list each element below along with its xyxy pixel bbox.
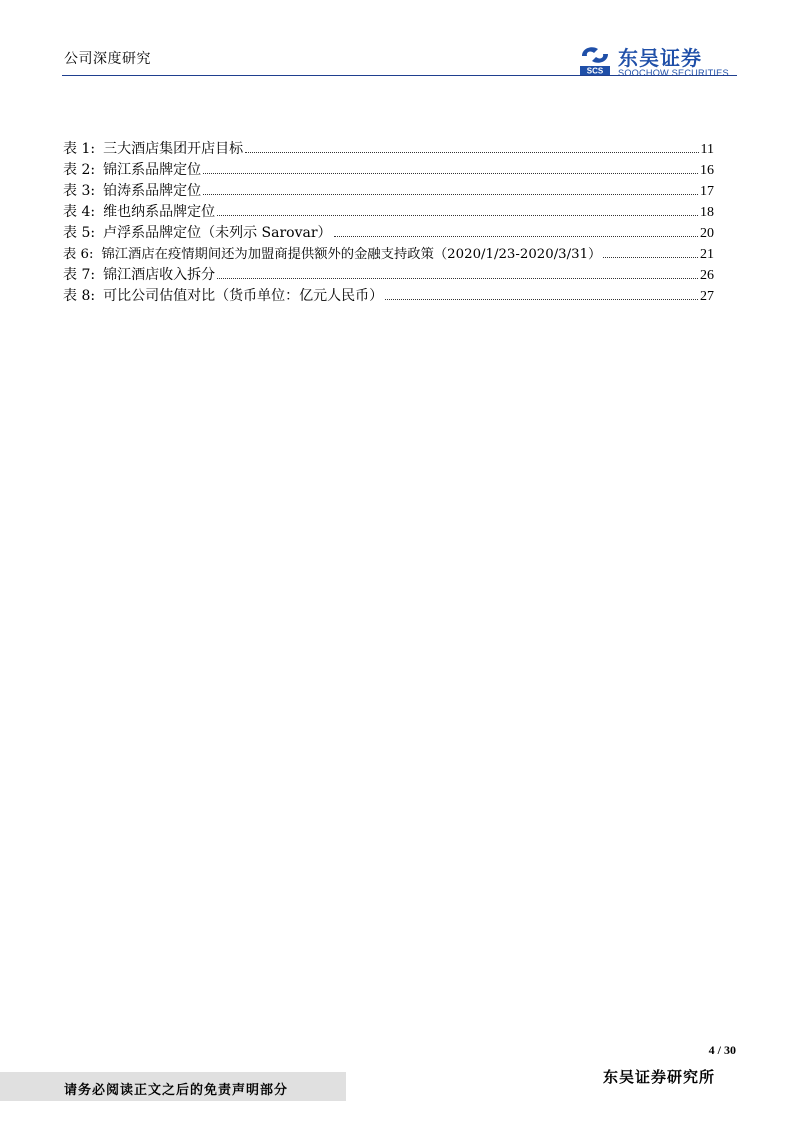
toc-entry[interactable] [63,285,714,306]
soochow-logo-icon [578,42,612,76]
toc-entry[interactable] [63,138,714,159]
toc-entry-number: 表 3: [63,183,96,199]
toc-entry-page: 17 [700,184,714,199]
toc-entry-page: 16 [700,163,714,178]
toc-entry-number: 表 4: [63,204,96,220]
toc-leader-dots [203,159,698,174]
report-type-title: 公司深度研究 [64,51,151,67]
logo-name-en: SOOCHOW SECURITIES [618,68,729,78]
toc-entry[interactable] [63,159,714,180]
toc-entry-number: 表 7: [63,267,96,283]
toc-entry[interactable] [63,222,714,243]
toc-entry-number: 表 5: [63,225,96,241]
toc-entry-number: 表 1: [63,141,96,157]
toc-entry-page: 27 [700,289,714,304]
table-of-tables [63,138,714,306]
toc-entry[interactable] [63,243,714,264]
toc-leader-dots [385,285,698,300]
toc-entry-page: 11 [700,142,714,157]
toc-entry[interactable] [63,180,714,201]
toc-leader-dots [217,264,698,279]
toc-entry-page: 20 [700,226,714,241]
toc-entry-page: 21 [700,247,714,262]
toc-entry[interactable] [63,264,714,285]
header-divider [62,75,737,76]
toc-entry-number: 表 6: [63,247,94,262]
page-number: 4 / 30 [708,1043,736,1057]
toc-leader-dots [603,243,698,258]
company-logo [578,42,740,78]
toc-entry-number: 表 8: [63,288,96,304]
toc-entry-page: 26 [700,268,714,283]
logo-letters: SCS [586,66,604,76]
toc-entry-title: 锦江酒店收入拆分 [103,267,216,283]
footer-disclaimer: 请务必阅读正文之后的免责声明部分 [64,1083,289,1098]
toc-leader-dots [217,201,698,216]
toc-entry-title: 锦江酒店在疫情期间还为加盟商提供额外的金融支持政策（2020/1/23-2020/3/31） [101,247,602,262]
toc-entry-title: 卢浮系品牌定位（未列示 Sarovar） [103,225,332,241]
toc-entry-title: 三大酒店集团开店目标 [103,141,244,157]
toc-entry-title: 维也纳系品牌定位 [103,204,216,220]
toc-leader-dots [245,138,698,153]
toc-entry-number: 表 2: [63,162,96,178]
footer-organization: 东吴证券研究所 [603,1068,716,1086]
toc-entry-title: 铂涛系品牌定位 [103,183,202,199]
toc-entry-title: 锦江系品牌定位 [103,162,202,178]
toc-entry-page: 18 [700,205,714,220]
toc-entry[interactable] [63,201,714,222]
toc-leader-dots [334,222,698,237]
toc-entry-title: 可比公司估值对比（货币单位：亿元人民币） [103,288,384,304]
logo-name-cn: 东吴证券 [618,46,702,70]
toc-leader-dots [203,180,698,195]
